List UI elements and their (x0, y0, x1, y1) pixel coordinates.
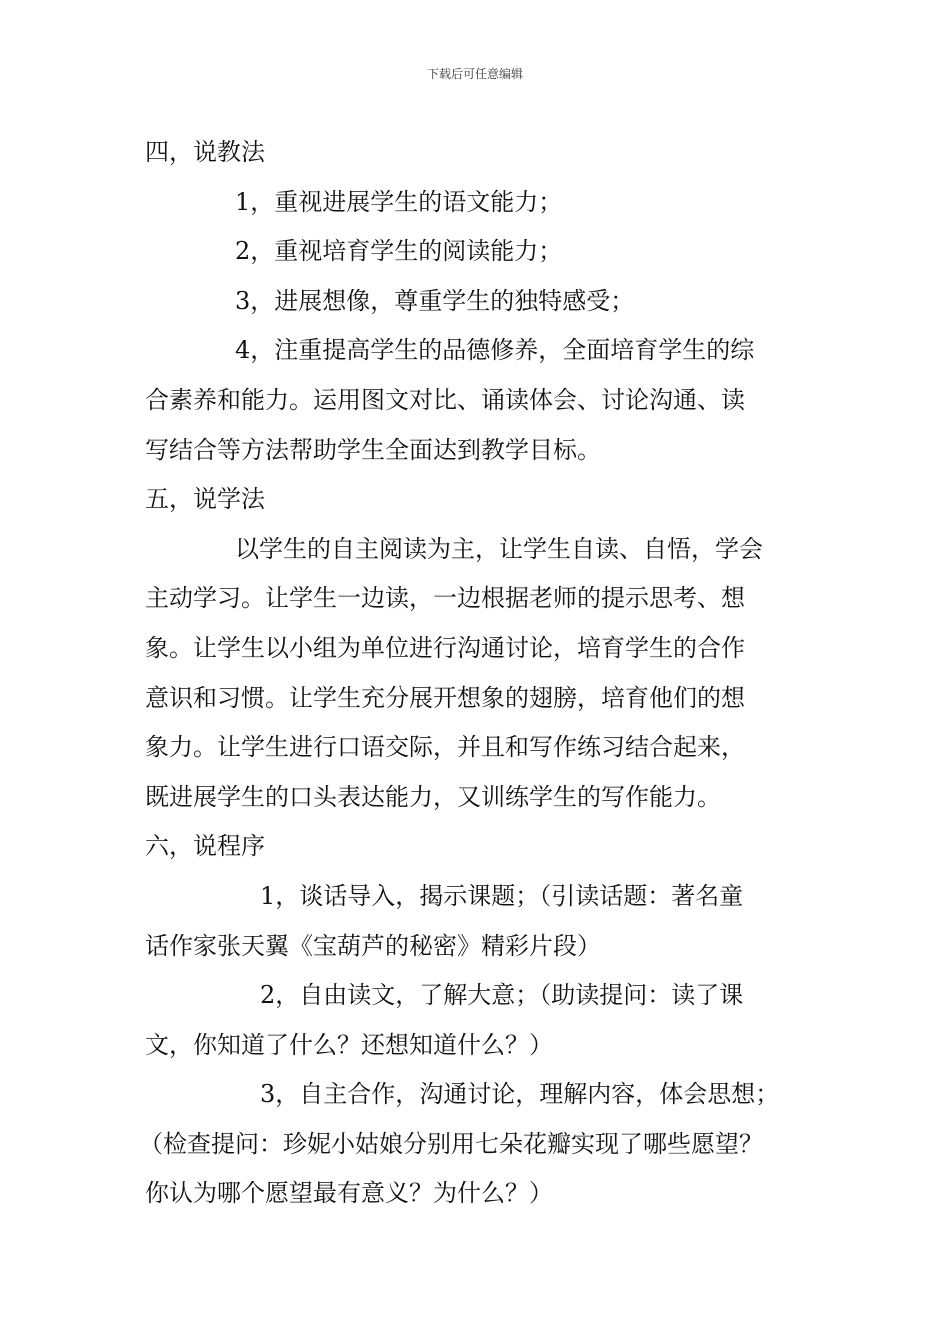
section-title-teaching-method: 四，说教法 (145, 138, 265, 166)
page-header-note: 下载后可任意编辑 (426, 67, 523, 81)
procedure-step-3-line-1: 3，自主合作，沟通讨论，理解内容，体会思想； (260, 1080, 780, 1109)
learning-method-line-5: 象力。让学生进行口语交际，并且和写作练习结合起来， (145, 733, 745, 762)
section-title-learning-method: 五，说学法 (145, 485, 265, 514)
learning-method-line-2: 主动学习。让学生一边读，一边根据老师的提示思考、想 (145, 584, 745, 613)
learning-method-line-1: 以学生的自主阅读为主，让学生自读、自悟，学会 (235, 534, 763, 563)
document-body (139, 128, 805, 1219)
teaching-method-item-3: 3，进展想像，尊重学生的独特感受； (235, 286, 635, 315)
section-title-procedure: 六，说程序 (145, 832, 265, 861)
learning-method-line-3: 象。让学生以小组为单位进行沟通讨论，培育学生的合作 (145, 633, 745, 662)
procedure-step-2-line-2: 文，你知道了什么？还想知道什么？） (145, 1030, 553, 1059)
learning-method-line-6: 既进展学生的口头表达能力，又训练学生的写作能力。 (145, 782, 721, 811)
teaching-method-item-1: 1，重视进展学生的语文能力； (235, 187, 563, 216)
procedure-step-3-line-2: （检查提问：珍妮小姑娘分别用七朵花瓣实现了哪些愿望？ (139, 1129, 763, 1158)
teaching-method-item-4-line-1: 4，注重提高学生的品德修养，全面培育学生的综 (235, 336, 755, 365)
teaching-method-item-4-line-2: 合素养和能力。运用图文对比、诵读体会、讨论沟通、读 (145, 385, 745, 414)
procedure-step-3-line-3: 你认为哪个愿望最有意义？为什么？） (145, 1179, 553, 1208)
teaching-method-item-4-line-3: 写结合等方法帮助学生全面达到教学目标。 (145, 435, 601, 464)
teaching-method-item-2: 2，重视培育学生的阅读能力； (235, 237, 563, 266)
procedure-step-1-line-1: 1，谈话导入，揭示课题；（引读话题：著名童 (260, 881, 744, 910)
procedure-step-2-line-1: 2，自由读文，了解大意；（助读提问：读了课 (260, 981, 744, 1010)
procedure-step-1-line-2: 话作家张天翼《宝葫芦的秘密》精彩片段） (145, 931, 601, 960)
learning-method-line-4: 意识和习惯。让学生充分展开想象的翅膀，培育他们的想 (145, 683, 745, 712)
